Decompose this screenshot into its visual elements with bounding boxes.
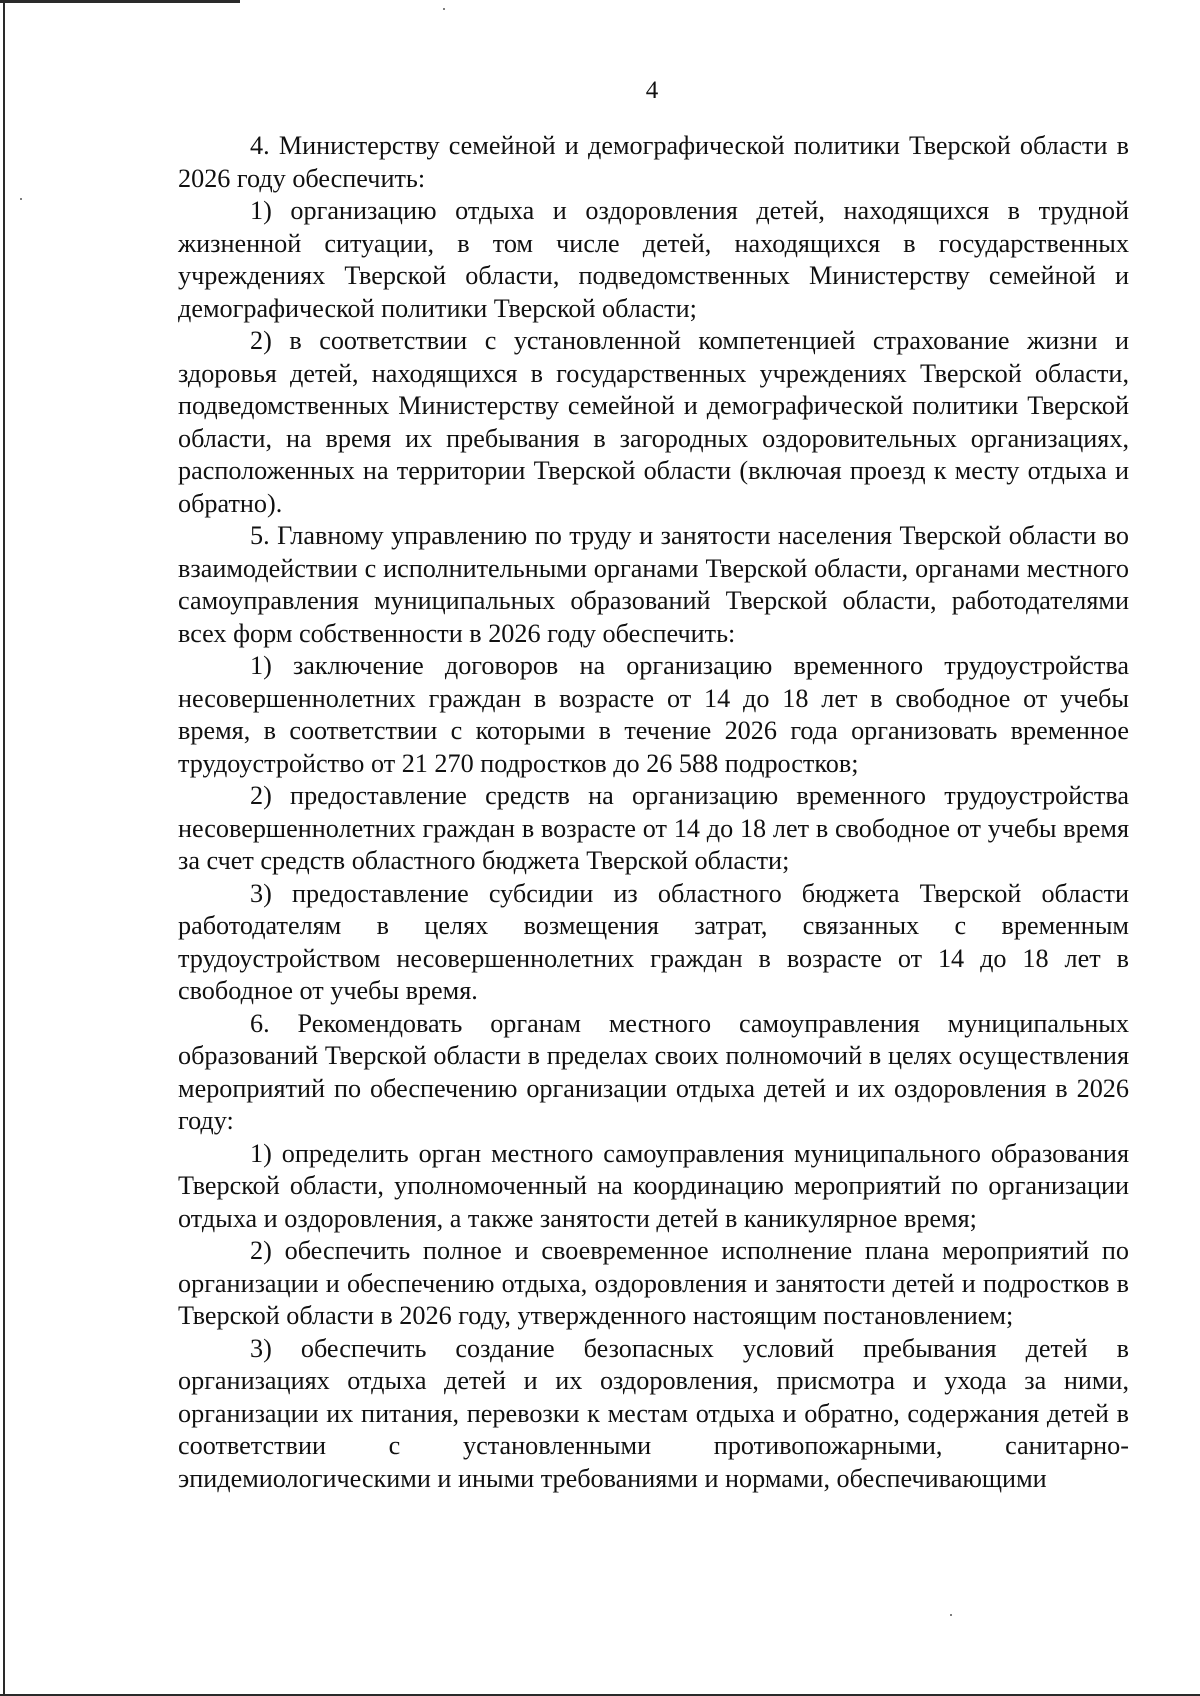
paragraph-item-6: 6. Рекомендовать органам местного самоуправления муниципальных образований Тверской области в пределах своих полномочий в целях осуществления мероприятий по обеспечению организации отдыха детей и их оздоровления в 2026 году: bbox=[178, 1008, 1129, 1135]
scan-speck bbox=[443, 8, 445, 10]
paragraph-item-5-3: 3) предоставление субсидии из областного бюджета Тверской области работодателям в целях возмещения затрат, связанных с временным трудоустройством несовершеннолетних граждан в возрасте от 14 до 18 лет в свободное от учебы время. bbox=[178, 878, 1129, 1005]
paragraph-item-4: 4. Министерству семейной и демографической политики Тверской области в 2026 году обеспечить: bbox=[178, 131, 1129, 193]
paragraph-item-4-1: 1) организацию отдыха и оздоровления детей, находящихся в трудной жизненной ситуации, в том числе детей, находящихся в государственных учреждениях Тверской области, подведомственных Министерству семейной и демографической политики Тверской области; bbox=[178, 196, 1129, 323]
scan-speck bbox=[950, 1614, 952, 1616]
paragraph-item-5: 5. Главному управлению по труду и занятости населения Тверской области во взаимодействии с исполнительными органами Тверской области, органами местного самоуправления муниципальных образований Тверской области, работодателями всех форм собственности в 2026 году обеспечить: bbox=[178, 521, 1129, 648]
page-number: 4 bbox=[645, 77, 659, 104]
paragraph-item-5-2: 2) предоставление средств на организацию временного трудоустройства несовершеннолетних граждан в возрасте от 14 до 18 лет в свободное от учебы время за счет средств областного бюджета Тверской области; bbox=[178, 781, 1129, 875]
paragraph-item-5-1: 1) заключение договоров на организацию временного трудоустройства несовершеннолетних граждан в возрасте от 14 до 18 лет в свободное от учебы время, в соответствии с которыми в течение 2026 года организовать временное трудоустройство от 21 270 подростков до 26 588 подростков; bbox=[178, 651, 1129, 778]
scan-edge-left bbox=[3, 0, 5, 1696]
paragraph-item-6-2: 2) обеспечить полное и своевременное исполнение плана мероприятий по организации и обеспечению отдыха, оздоровления и занятости детей и подростков в Тверской области в 2026 году, утвержденного настоящим постановлением; bbox=[178, 1236, 1129, 1330]
paragraph-item-4-2: 2) в соответствии с установленной компетенцией страхование жизни и здоровья детей, находящихся в государственных учреждениях Тверской области, подведомственных Министерству семейной и демографической политики Тверской области, на время их пребывания в загородных оздоровительных организациях, расположенных на территории Тверской области (включая проезд к месту отдыха и обратно). bbox=[178, 326, 1129, 518]
paragraph-item-6-3: 3) обеспечить создание безопасных условий пребывания детей в организациях отдыха детей и их оздоровления, присмотра и ухода за ними, организации их питания, перевозки к местам отдыха и обратно, содержания детей в соответствии с установленными противопожарными, санитарно-эпидемиологическими и иными требованиями и нормами, обеспечивающими bbox=[178, 1333, 1129, 1493]
paragraph-item-6-1: 1) определить орган местного самоуправления муниципального образования Тверской области, уполномоченный на координацию мероприятий по организации отдыха и оздоровления, а также занятости детей в каникулярное время; bbox=[178, 1138, 1129, 1233]
scan-speck bbox=[20, 198, 22, 200]
document-body bbox=[178, 130, 1129, 1495]
scan-edge-top bbox=[0, 0, 240, 3]
